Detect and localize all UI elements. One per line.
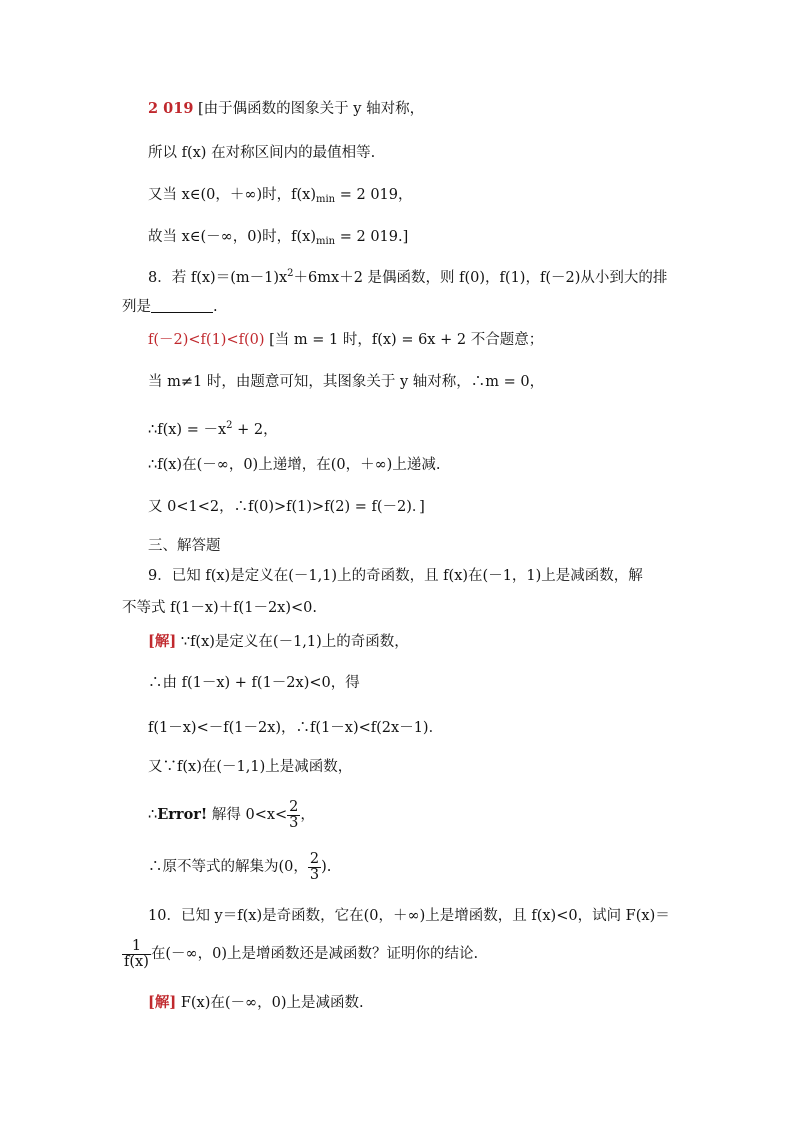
superscript: 2	[287, 268, 294, 279]
fraction	[308, 852, 321, 883]
solution-9-line-6	[148, 850, 331, 884]
answer-8-line-1	[148, 330, 543, 350]
answer-blank	[151, 298, 213, 313]
error-marker: Error!	[157, 806, 208, 823]
numerator: 2	[289, 798, 299, 815]
answer-value: f(－2)<f(1)<f(0)	[148, 332, 265, 348]
answer-value: 2 019	[148, 100, 194, 117]
numerator: 2	[309, 850, 320, 867]
text: ∴f(x)在(－∞，0)上递增，在(0，＋∞)上递减.	[148, 457, 441, 473]
solution-label: [解]	[148, 633, 177, 650]
superscript: 2	[226, 420, 233, 431]
text: = 2 019.]	[335, 229, 409, 245]
text: ∴	[148, 807, 158, 823]
question-9-line-2	[122, 598, 317, 618]
solution-9-line-3	[148, 718, 443, 738]
text: 列是	[122, 299, 151, 315]
solution-9-line-5: ∴Error! 解得 0<x< $\frac{2}{3}$ ，	[148, 798, 315, 831]
text: 9．已知 f(x)是定义在(－1,1)上的奇函数，且 f(x)在(－1，1)上是减函数，解	[148, 568, 643, 584]
answer-7-line-3	[148, 185, 413, 210]
text: 又 0<1<2，∴f(0)>f(1)>f(2) = f(－2)．]	[148, 499, 425, 515]
fraction	[287, 800, 300, 831]
question-10-line-2	[122, 937, 478, 971]
answer-8-line-3	[148, 416, 278, 440]
text: 解得 0<x<	[207, 807, 288, 823]
text: f(1－x)<－f(1－2x)，∴f(1－x)<f(2x－1)．	[148, 720, 444, 736]
text: ∴由 f(1－x) + f(1－2x)<0，得	[148, 675, 360, 691]
text: 三、解答题	[148, 538, 221, 554]
denominator: f(x)	[124, 953, 149, 970]
subscript: min	[316, 194, 336, 205]
numerator: 1	[122, 939, 151, 955]
subscript: min	[316, 236, 336, 247]
text: 又∵f(x)在(－1,1)上是减函数，	[148, 759, 353, 775]
question-8-line-1	[148, 264, 667, 288]
text: 当 m≠1 时，由题意可知，其图象关于 y 轴对称，∴m = 0，	[148, 374, 545, 390]
answer-7-line-4	[148, 227, 408, 252]
section-heading	[148, 536, 221, 556]
denominator: 3	[289, 814, 299, 831]
answer-8-line-4	[148, 455, 440, 475]
answer-8-line-2	[148, 372, 544, 392]
solution-9-line-2	[148, 673, 360, 693]
question-10-line-1	[148, 906, 670, 926]
text: ＋6mx＋2 是偶函数，则 f(0)，f(1)，f(－2)从小到大的排	[293, 270, 668, 286]
answer-7-line-1	[148, 99, 424, 119]
text: 故当 x∈(－∞，0)时，f(x)	[148, 229, 316, 245]
text: ∴f(x) = －x	[148, 422, 227, 438]
interval-close: ).	[321, 859, 332, 875]
text: ∴原不等式的解集为	[148, 859, 279, 875]
fraction	[122, 939, 151, 970]
text: 不等式 f(1－x)＋f(1－2x)<0.	[122, 600, 317, 616]
solution-9-line-1	[148, 632, 409, 652]
answer-8-line-5	[148, 497, 425, 517]
denominator: 3	[309, 866, 320, 883]
solution-9-line-4	[148, 757, 352, 777]
text: ∵f(x)是定义在(－1,1)上的奇函数，	[176, 634, 409, 650]
text: + 2，	[232, 422, 278, 438]
text: 10．已知 y＝f(x)是奇函数，它在(0，＋∞)上是增函数，且 f(x)<0，试问 F(x)＝	[148, 908, 670, 924]
solution-label: [解]	[148, 994, 177, 1011]
text: 8．若 f(x)＝(m－1)x	[148, 270, 288, 286]
text: [由于偶函数的图象关于 y 轴对称，	[193, 101, 425, 117]
interval-open: (0，	[278, 859, 308, 875]
text: [当 m = 1 时，f(x) = 6x + 2 不合题意；	[264, 332, 544, 348]
question-8-line-2: 列是 .	[122, 299, 218, 315]
solution-10-line-1	[148, 993, 364, 1013]
text: = 2 019，	[335, 187, 413, 203]
text: 在(－∞，0)上是增函数还是减函数？证明你的结论.	[150, 946, 479, 962]
answer-7-line-2	[148, 143, 375, 163]
question-9-line-1	[148, 566, 643, 586]
text: 所以 f(x) 在对称区间内的最值相等.	[148, 145, 376, 161]
text: 又当 x∈(0，＋∞)时，f(x)	[148, 187, 316, 203]
text: F(x)在(－∞，0)上是减函数.	[176, 995, 364, 1011]
